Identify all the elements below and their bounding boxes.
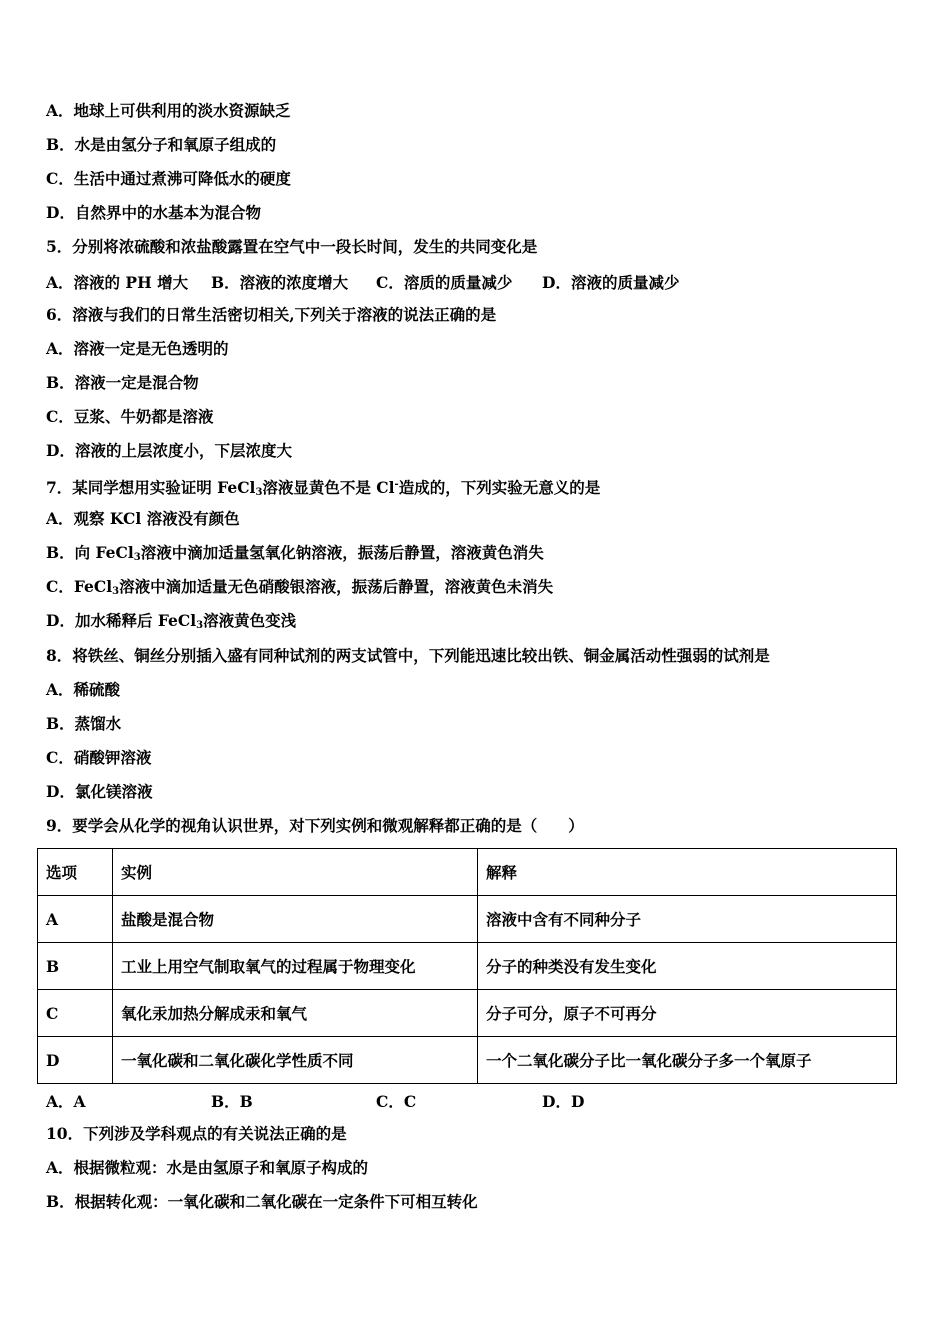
table-cell: C [38, 990, 113, 1037]
q8-option-c: C．硝酸钾溶液 [46, 748, 152, 767]
q7-option-b: B．向 FeCl$_3$溶液中滴加适量氢氧化钠溶液，振荡后静置，溶液黄色消失 [46, 543, 544, 563]
q8-stem: 8．将铁丝、铜丝分别插入盛有同种试剂的两支试管中，下列能迅速比较出铁、铜金属活动性强弱的试剂是 [46, 646, 770, 665]
table-header-row [38, 849, 897, 896]
q10-option-b: B．根据转化观：一氧化碳和二氧化碳在一定条件下可相互转化 [46, 1192, 478, 1211]
q7-option-c: C．FeCl$_3$溶液中滴加适量无色硝酸银溶液，振荡后静置，溶液黄色未消失 [46, 577, 554, 597]
q6-stem: 6．溶液与我们的日常生活密切相关,下列关于溶液的说法正确的是 [46, 305, 497, 324]
q5-option-a: A．溶液的 PH 增大 [46, 273, 189, 292]
q8-option-a: A．稀硫酸 [46, 680, 121, 699]
q4-option-a: A．地球上可供利用的淡水资源缺乏 [46, 101, 291, 120]
q5-stem: 5．分别将浓硫酸和浓盐酸露置在空气中一段长时间，发生的共同变化是 [46, 237, 538, 256]
q7-stem: 7．某同学想用实验证明 FeCl$_3$溶液显黄色不是 Cl-造成的，下列实验无意义的是 [46, 478, 601, 498]
q4-option-d: D．自然界中的水基本为混合物 [46, 203, 261, 222]
q9-table [37, 848, 897, 1084]
table-cell: 分子可分，原子不可再分 [478, 990, 897, 1037]
table-header-cell: 选项 [38, 849, 113, 896]
table-cell: 盐酸是混合物 [113, 896, 478, 943]
table-row [38, 943, 897, 990]
table-row [38, 990, 897, 1037]
q9-stem: 9．要学会从化学的视角认识世界，对下列实例和微观解释都正确的是（ ） [46, 816, 584, 835]
table-cell: 氧化汞加热分解成汞和氧气 [113, 990, 478, 1037]
table-cell: 溶液中含有不同种分子 [478, 896, 897, 943]
table-header-cell: 实例 [113, 849, 478, 896]
table-cell: A [38, 896, 113, 943]
q5-option-b: B．溶液的浓度增大 [211, 273, 349, 292]
table-header-cell: 解释 [478, 849, 897, 896]
q6-option-d: D．溶液的上层浓度小，下层浓度大 [46, 441, 292, 460]
table-cell: 一个二氧化碳分子比一氧化碳分子多一个氧原子 [478, 1037, 897, 1084]
q5-option-d: D．溶液的质量减少 [542, 273, 680, 292]
q6-option-a: A．溶液一定是无色透明的 [46, 339, 229, 358]
q9-answer-a: A．A [46, 1092, 86, 1111]
q5-option-c: C．溶质的质量减少 [376, 273, 513, 292]
q6-option-c: C．豆浆、牛奶都是溶液 [46, 407, 214, 426]
table-cell: 一氧化碳和二氧化碳化学性质不同 [113, 1037, 478, 1084]
q7-option-d: D．加水稀释后 FeCl$_3$溶液黄色变浅 [46, 611, 297, 631]
q8-option-b: B．蒸馏水 [46, 714, 122, 733]
q9-answer-options [46, 1090, 906, 1112]
q10-stem: 10．下列涉及学科观点的有关说法正确的是 [46, 1124, 347, 1143]
table-row [38, 896, 897, 943]
q9-answer-c: C．C [376, 1092, 417, 1111]
q8-option-d: D．氯化镁溶液 [46, 782, 153, 801]
q4-option-b: B．水是由氢分子和氧原子组成的 [46, 135, 277, 154]
table-cell: B [38, 943, 113, 990]
q9-answer-b: B．B [211, 1092, 253, 1111]
table-cell: 分子的种类没有发生变化 [478, 943, 897, 990]
q6-option-b: B．溶液一定是混合物 [46, 373, 199, 392]
table-row [38, 1037, 897, 1084]
q10-option-a: A．根据微粒观：水是由氢原子和氧原子构成的 [46, 1158, 369, 1177]
q7-option-a: A．观察 KCl 溶液没有颜色 [46, 509, 240, 528]
table-cell: 工业上用空气制取氧气的过程属于物理变化 [113, 943, 478, 990]
table-cell: D [38, 1037, 113, 1084]
q9-answer-d: D．D [542, 1092, 585, 1111]
q4-option-c: C．生活中通过煮沸可降低水的硬度 [46, 169, 291, 188]
